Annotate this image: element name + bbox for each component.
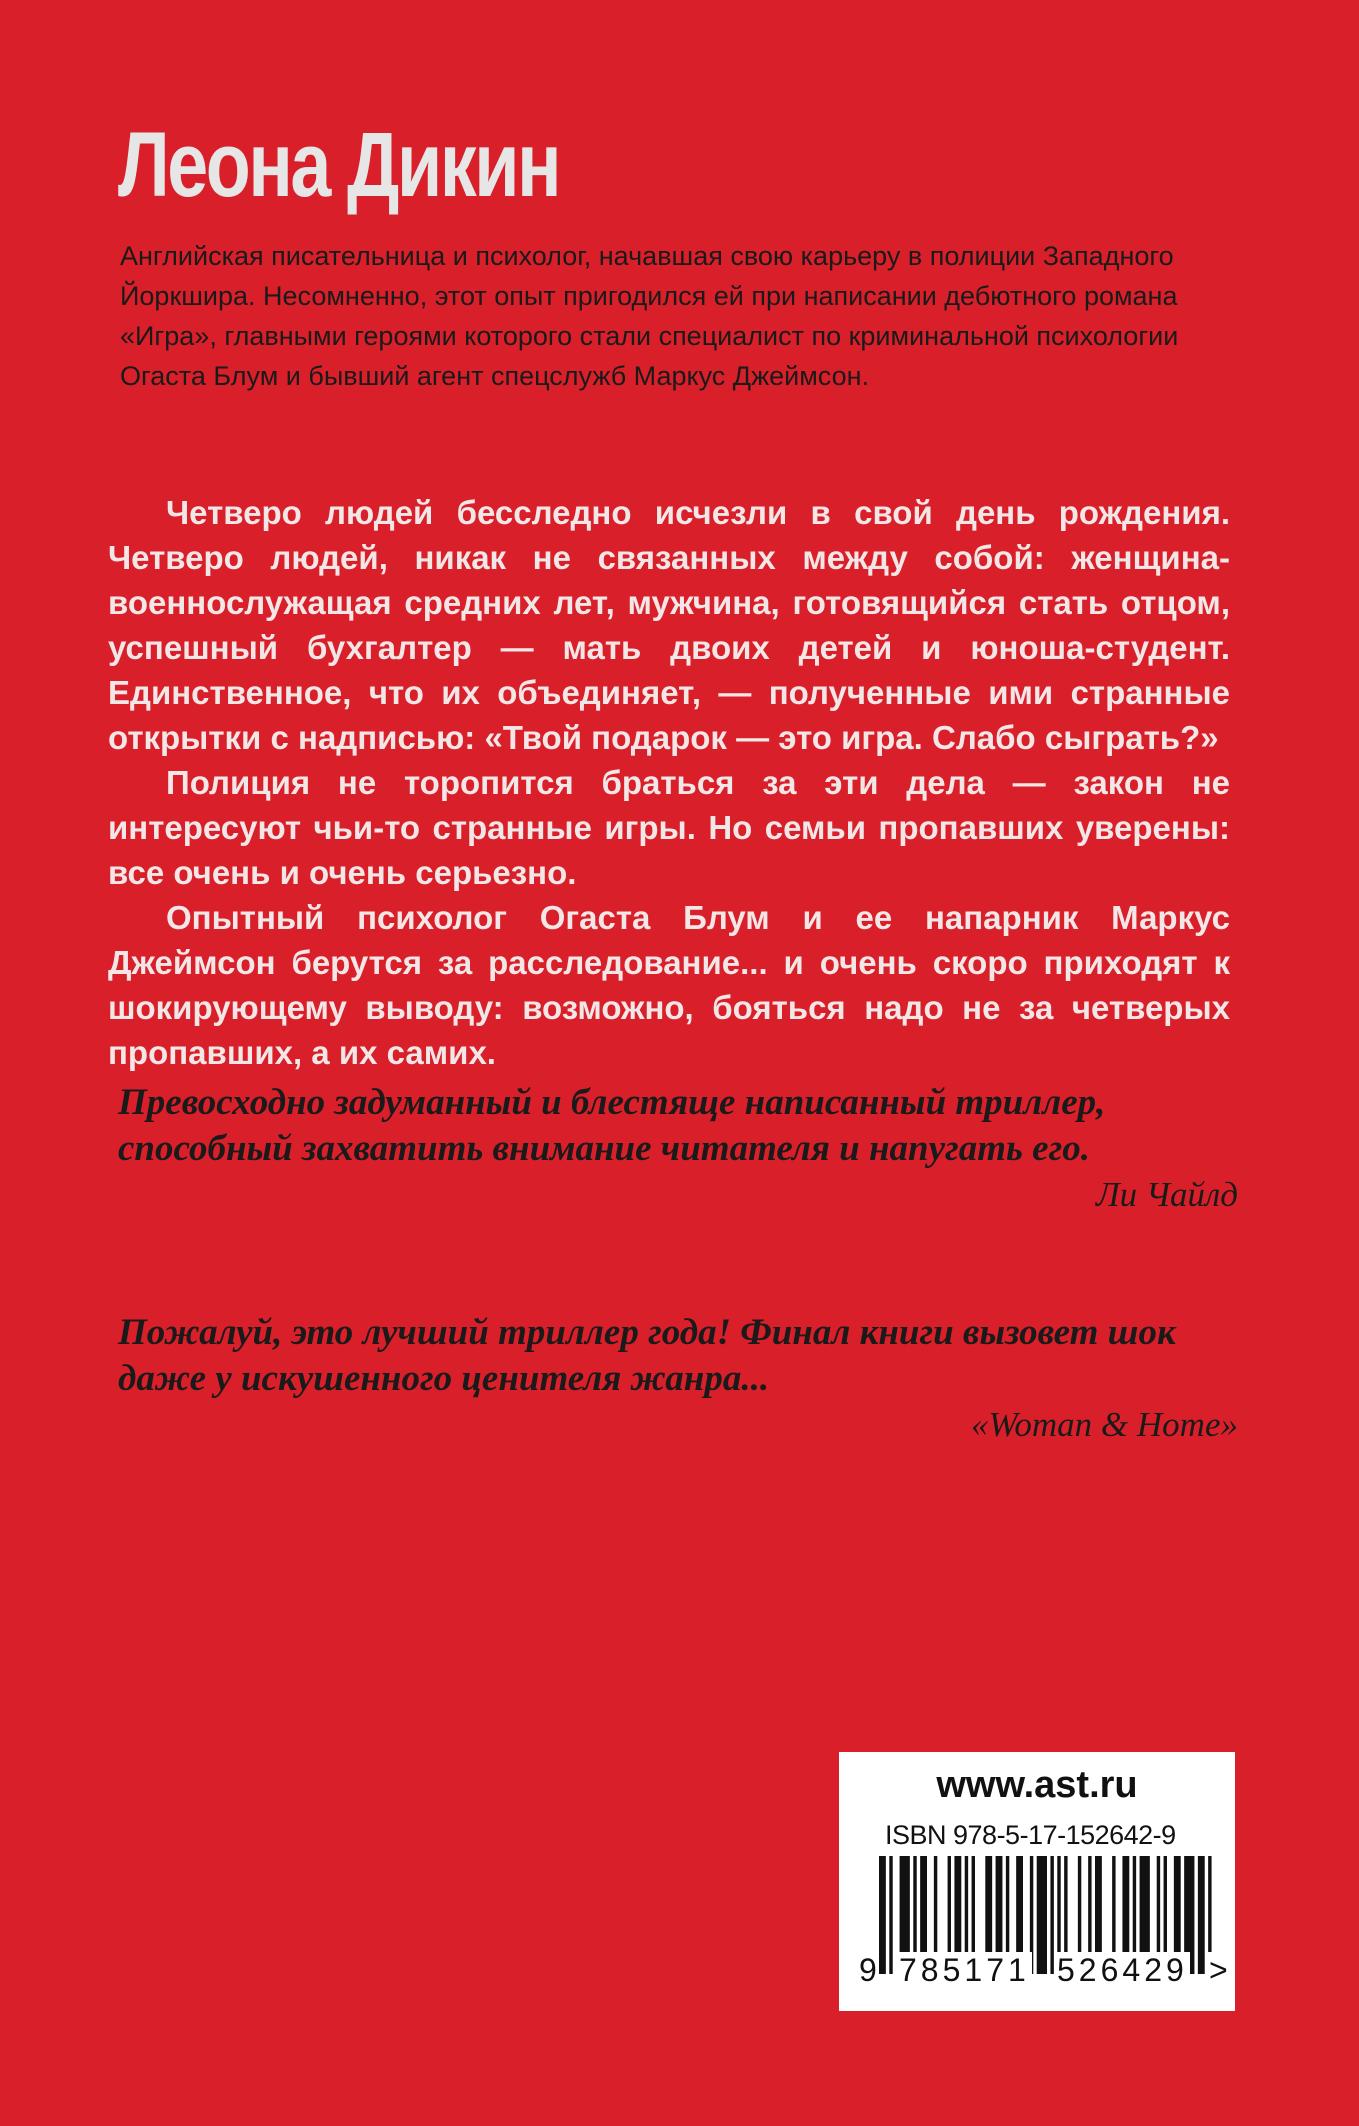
- barcode-digit-first: 9: [859, 1952, 877, 1988]
- barcode-quiet-mark: >: [1209, 1952, 1228, 1988]
- synopsis: [108, 490, 1230, 1075]
- barcode-digits-right: 526429: [1057, 1952, 1188, 1988]
- barcode-panel: [839, 1752, 1235, 2011]
- quote-source: «Woman & Home»: [970, 1405, 1238, 1444]
- review-quote: [118, 1080, 1238, 1218]
- synopsis-paragraph: Четверо людей бесследно исчезли в свой день рождения. Четверо людей, никак не связанных между собой: женщина-военнослужащая средних лет, мужчина, готовящийся стать отцом, успешный бухгалтер — мать двоих детей и юноша-студент. Единственное, что их объединяет, — полученные ими странные открытки с надписью: «Твой подарок — это игра. Слабо сыграть?»: [108, 494, 1230, 756]
- synopsis-paragraph: Полиция не торопится браться за эти дела — закон не интересуют чьи-то странные игры. Но семьи пропавших уверены: все очень и очень серьезно.: [108, 764, 1230, 891]
- isbn-label: ISBN 978-5-17-152642-9: [885, 1820, 1176, 1850]
- quote-text: Пожалуй, это лучший триллер года! Финал книги вызовет шок даже у искушенного ценителя жанра...: [118, 1312, 1176, 1399]
- author-bio: Английская писательница и психолог, начавшая свою карьеру в полиции Западного Йоркшира. Несомненно, этот опыт пригодился ей при написании дебютного романа «Игра», главными героями которого стали специалист по криминальной психологии Огаста Блум и бывший агент спецслужб Маркус Джеймсон.: [120, 241, 1179, 391]
- barcode-digits: [857, 1952, 1227, 1992]
- review-quote: [118, 1310, 1238, 1448]
- synopsis-paragraph: Опытный психолог Огаста Блум и ее напарник Маркус Джеймсон берутся за расследование... и очень скоро приходят к шокирующему выводу: возможно, бояться надо не за четверых пропавших, а их самих.: [108, 899, 1230, 1071]
- quote-text: Превосходно задуманный и блестяще написанный триллер, способный захватить внимание читателя и напугать его.: [118, 1082, 1106, 1169]
- barcode-digits-left: 785171: [899, 1952, 1030, 1988]
- quote-source: Ли Чайлд: [1095, 1175, 1238, 1214]
- author-name: Леона Дикин: [118, 114, 560, 216]
- publisher-website: www.ast.ru: [936, 1764, 1138, 1806]
